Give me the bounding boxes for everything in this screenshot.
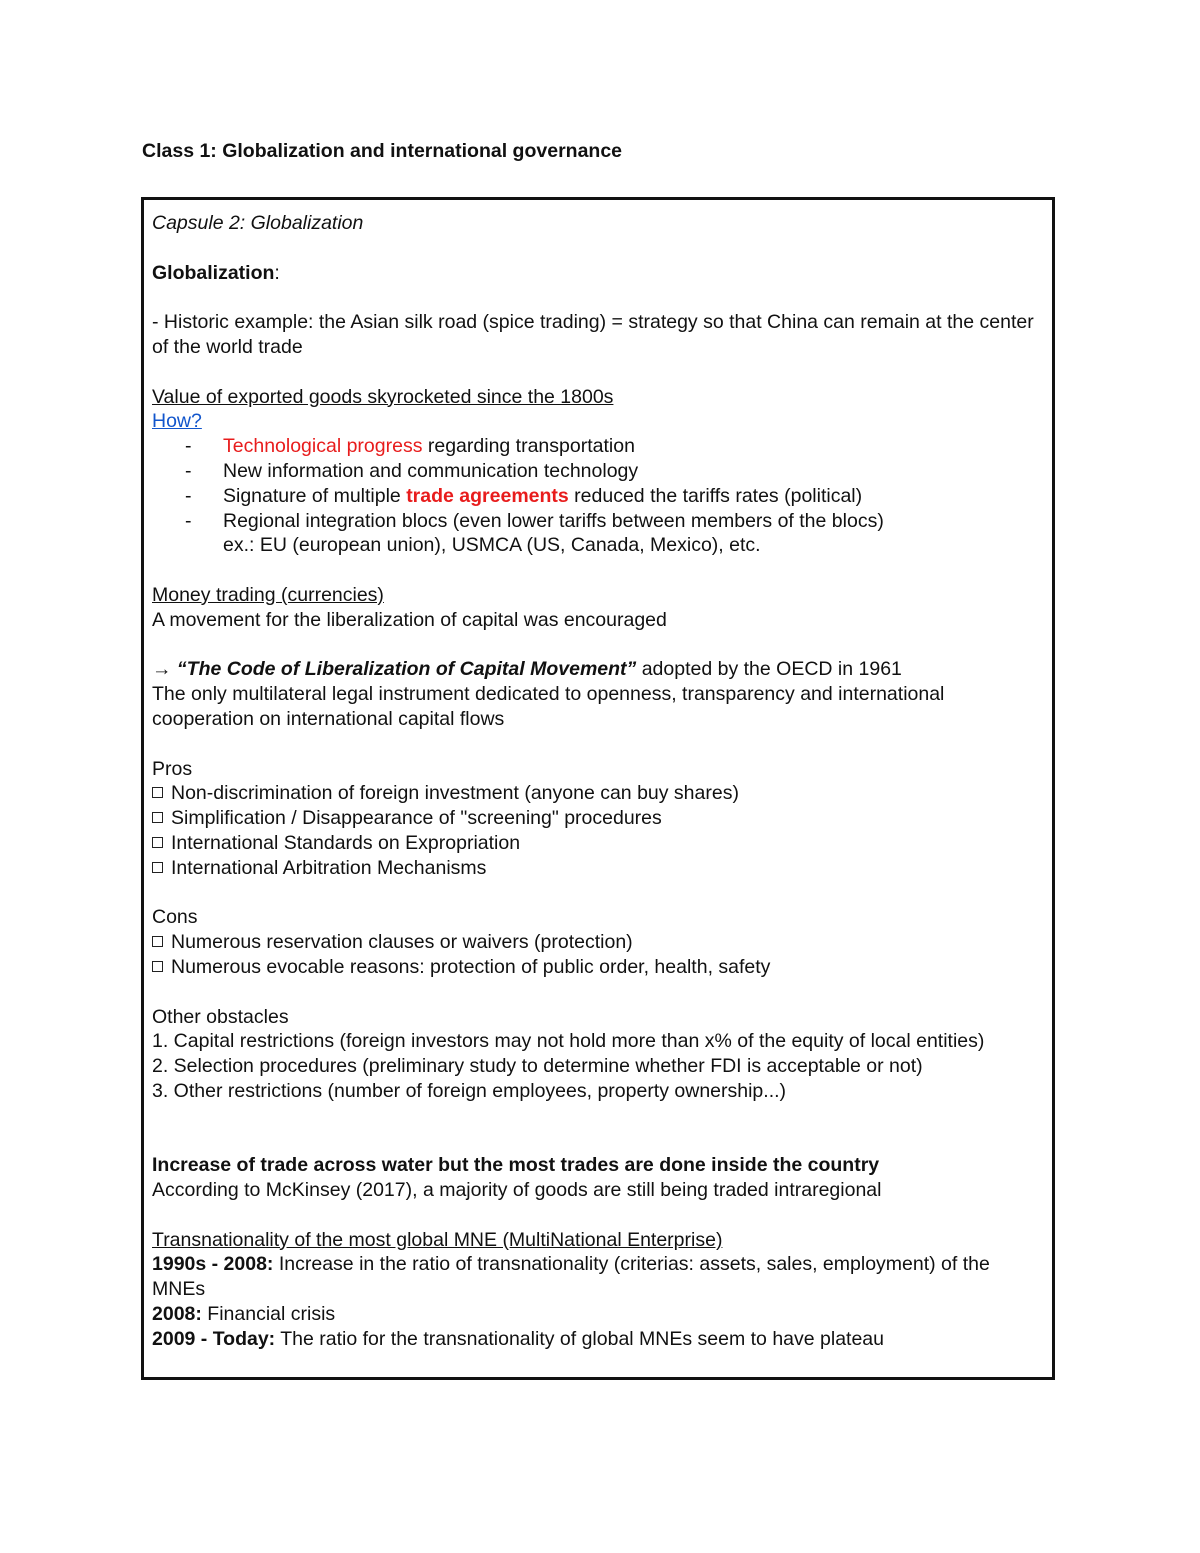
obstacle-item: 2. Selection procedures (preliminary study to determine whether FDI is acceptable or not) (152, 1055, 923, 1078)
square-bullet-icon (152, 787, 163, 798)
code-description: The only multilateral legal instrument dedicated to openness, transparency and international cooperation on international capital flows (152, 683, 945, 730)
timeline-text: Increase in the ratio of transnationality (criterias: assets, sales, employment) of the MNEs (152, 1253, 990, 1301)
timeline-text: The ratio for the transnationality of global MNEs seem to have plateau (275, 1327, 885, 1350)
cons-heading: Cons (152, 906, 198, 929)
code-title: “The Code of Liberalization of Capital Movement” (176, 658, 637, 681)
capsule-content (152, 211, 1038, 1352)
money-text: A movement for the liberalization of capital was encouraged (152, 608, 667, 631)
how-item-1 (152, 434, 1038, 459)
pros-item (152, 781, 1038, 806)
how-item-4 (152, 509, 1038, 534)
how-item-3-before: Signature of multiple (223, 484, 407, 507)
pros-heading: Pros (152, 757, 193, 780)
timeline-item (152, 1252, 1038, 1302)
pros-item-text: International Standards on Expropriation (171, 831, 521, 854)
obstacle-item: 3. Other restrictions (number of foreign employees, property ownership...) (152, 1079, 787, 1102)
pros-item (152, 856, 1038, 881)
pros-item-text: International Arbitration Mechanisms (171, 856, 487, 879)
square-bullet-icon (152, 862, 163, 873)
how-item-3 (152, 484, 1038, 509)
value-heading: Value of exported goods skyrocketed since the 1800s (152, 385, 614, 408)
trade-text: According to McKinsey (2017), a majority of goods are still being traded intraregional (152, 1179, 882, 1202)
dash-bullet: - (185, 484, 192, 507)
obstacle-item: 1. Capital restrictions (foreign investors may not hold more than x% of the equity of local entities) (152, 1030, 985, 1053)
right-arrow-icon: → (152, 658, 177, 681)
how-item-1-text: regarding transportation (422, 435, 635, 458)
capsule-box (141, 197, 1055, 1380)
timeline-label: 2009 - Today: (152, 1327, 276, 1350)
cons-item (152, 930, 1038, 955)
timeline-label: 2008: (152, 1303, 202, 1326)
how-item-3-after: reduced the tariffs rates (political) (568, 484, 863, 507)
timeline-label: 1990s - 2008: (152, 1253, 274, 1276)
square-bullet-icon (152, 936, 163, 947)
mne-heading: Transnationality of the most global MNE (MultiNational Enterprise) (152, 1228, 723, 1251)
pros-item (152, 831, 1038, 856)
obstacles-heading: Other obstacles (152, 1005, 289, 1028)
how-item-1-highlight: Technological progress (223, 435, 423, 458)
dash-bullet: - (185, 435, 192, 458)
page-title: Class 1: Globalization and international governance (142, 140, 623, 162)
dash-bullet: - (185, 509, 192, 532)
cons-item-text: Numerous evocable reasons: protection of public order, health, safety (171, 955, 771, 978)
pros-item (152, 806, 1038, 831)
cons-item-text: Numerous reservation clauses or waivers (protection) (171, 931, 633, 954)
globalization-heading-line (152, 261, 1038, 286)
pros-item-text: Simplification / Disappearance of "screening" procedures (171, 807, 662, 830)
square-bullet-icon (152, 837, 163, 848)
cons-item (152, 955, 1038, 980)
pros-item-text: Non-discrimination of foreign investment (anyone can buy shares) (171, 782, 739, 805)
capsule-subtitle: Capsule 2: Globalization (152, 212, 364, 234)
how-item-2-text: New information and communication technology (223, 459, 639, 482)
how-item-4-text: Regional integration blocs (even lower tariffs between members of the blocs) (223, 509, 884, 532)
globalization-colon: : (274, 261, 280, 284)
how-item-4-example: ex.: EU (european union), USMCA (US, Canada, Mexico), etc. (223, 534, 761, 557)
how-item-3-highlight: trade agreements (406, 484, 569, 507)
historic-example: - Historic example: the Asian silk road (spice trading) = strategy so that China can remain at the center of the world trade (152, 311, 1034, 358)
trade-heading: Increase of trade across water but the most trades are done inside the country (152, 1154, 880, 1177)
square-bullet-icon (152, 812, 163, 823)
timeline-item (152, 1302, 1038, 1327)
square-bullet-icon (152, 961, 163, 972)
how-link[interactable]: How? (152, 410, 202, 433)
globalization-heading: Globalization (152, 261, 275, 284)
code-rest: adopted by the OECD in 1961 (636, 658, 902, 681)
timeline-item (152, 1327, 1038, 1352)
money-heading: Money trading (currencies) (152, 583, 384, 606)
dash-bullet: - (185, 459, 192, 482)
timeline-text: Financial crisis (201, 1303, 336, 1326)
code-line (152, 657, 1038, 682)
how-item-2 (152, 459, 1038, 484)
